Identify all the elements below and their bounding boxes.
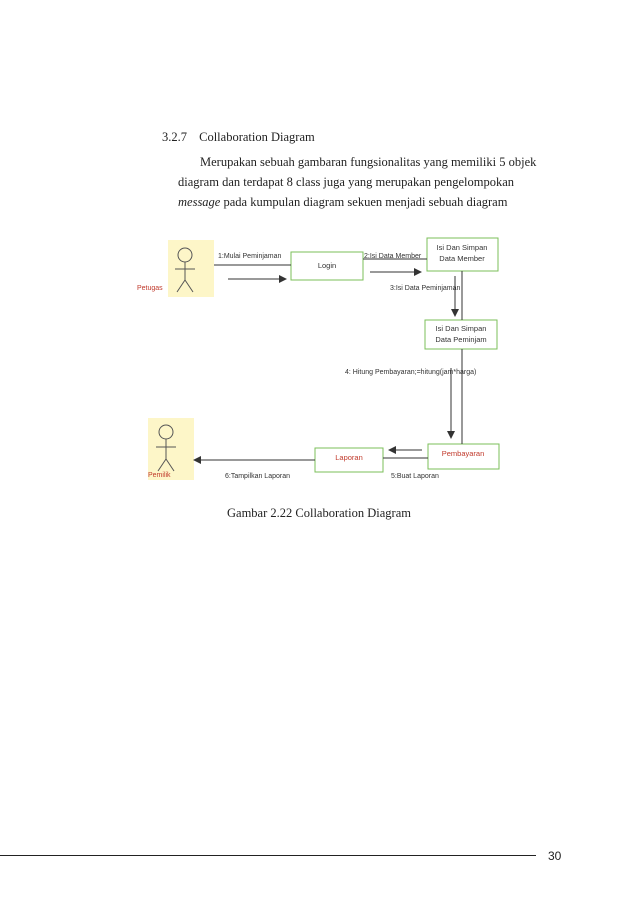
message-label-2: 2:Isi Data Member xyxy=(364,253,422,260)
message-label-1: 1:Mulai Peminjaman xyxy=(218,253,282,260)
box-data-peminjam-line2: Data Peminjam xyxy=(435,335,487,344)
figure-caption: Gambar 2.22 Collaboration Diagram xyxy=(227,506,411,520)
footer-divider xyxy=(0,855,536,856)
box-login-label: Login xyxy=(317,261,337,270)
actor-petugas xyxy=(168,240,214,297)
actor-label-petugas: Petugas xyxy=(137,285,163,292)
section-title: Collaboration Diagram xyxy=(199,130,315,144)
paragraph-line-1: Merupakan sebuah gambaran fungsionalitas yang memiliki 5 objek xyxy=(200,155,537,169)
message-label-4: 4: Hitung Pembayaran;=hitung(jam*harga) xyxy=(345,369,477,376)
actor-label-pemilik: Pemilik xyxy=(148,472,171,479)
paragraph-line-2: diagram dan terdapat 8 class juga yang merupakan pengelompokan xyxy=(178,175,514,189)
box-pembayaran-label: Pembayaran xyxy=(441,449,485,458)
paragraph-line-3: pada kumpulan diagram sekuen menjadi sebuah diagram xyxy=(220,195,508,209)
box-laporan-label: Laporan xyxy=(335,453,363,462)
page-number: 30 xyxy=(548,849,562,863)
message-label-6: 6:Tampilkan Laporan xyxy=(225,473,290,480)
box-data-peminjam-line1: Isi Dan Simpan xyxy=(435,324,487,333)
message-label-3: 3:Isi Data Peminjaman xyxy=(390,285,461,292)
box-data-member-line1: Isi Dan Simpan xyxy=(436,243,488,252)
message-label-5: 5:Buat Laporan xyxy=(391,473,439,480)
actor-pemilik xyxy=(148,418,194,480)
box-data-member-line2: Data Member xyxy=(439,254,485,263)
section-number: 3.2.7 xyxy=(162,130,187,144)
paragraph-italic-word: message xyxy=(178,195,221,209)
